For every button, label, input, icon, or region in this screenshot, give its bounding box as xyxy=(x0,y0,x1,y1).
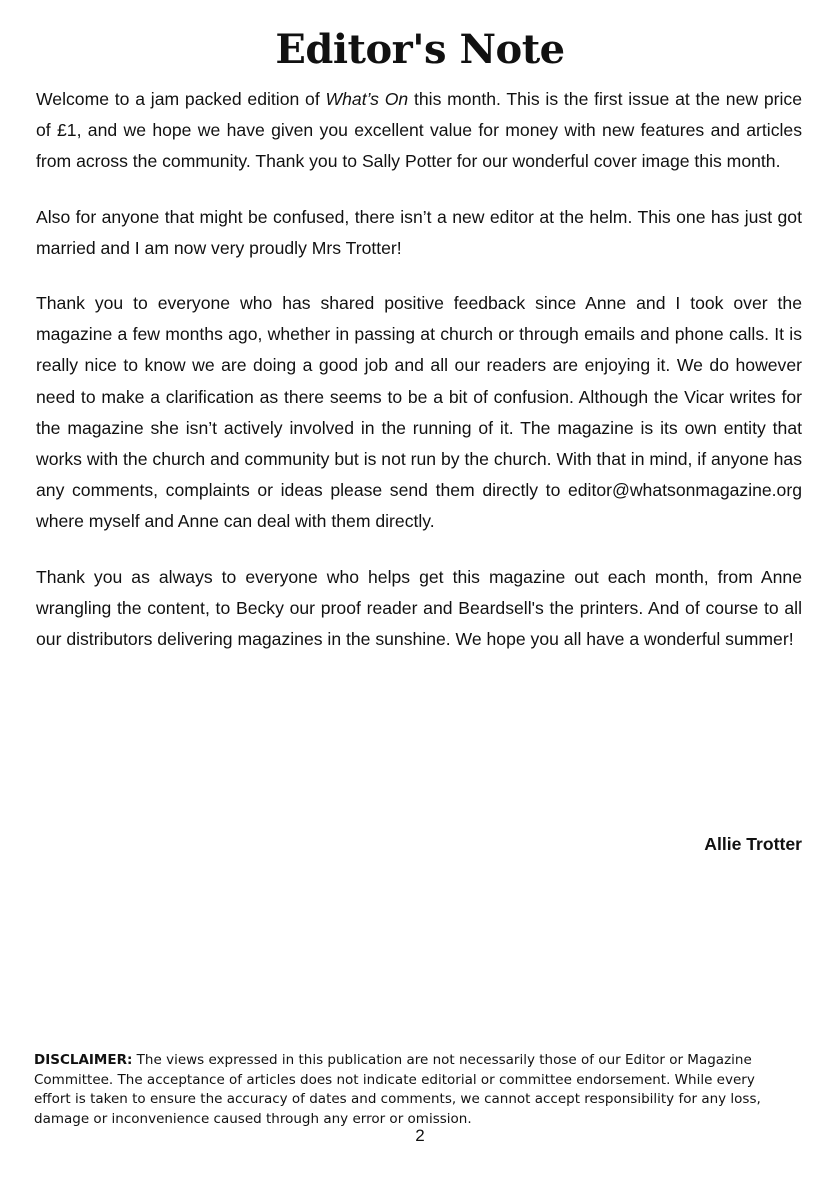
magazine-name: What’s On xyxy=(325,89,409,109)
signature: Allie Trotter xyxy=(704,834,802,854)
paragraph-welcome-text-end: this month. This is the first issue at the new price of £1, and we hope we have given you excellent value for money with new features and articles from across the community. Thank you to Sally Potter for our wonderful cover image this month. xyxy=(36,89,802,172)
editor-note-body xyxy=(36,84,802,679)
paragraph-thanks: Thank you as always to everyone who helps get this magazine out each month, from Anne wrangling the content, to Becky our proof reader and Beardsell's the printers. And of course to all our distributors delivering magazines in the sunshine. We hope you all have a wonderful summer! xyxy=(36,566,802,650)
disclaimer-text: The views expressed in this publication are not necessarily those of our Editor or Magazine Committee. The acceptance of articles does not indicate editorial or committee endorsement. While every effort is taken to ensure the accuracy of dates and comments, we cannot accept responsibility for any loss, damage or inconvenience caused through any error or omission. xyxy=(34,1052,761,1127)
paragraph-welcome-text-start: Welcome to a jam packed edition of xyxy=(36,89,326,109)
disclaimer-label: DISCLAIMER: xyxy=(34,1052,133,1068)
paragraph-feedback: Thank you to everyone who has shared positive feedback since Anne and I took over the magazine a few months ago, whether in passing at church or through emails and phone calls. It is really nice to know we are doing a good job and all our readers are enjoying it. We do however need to make a clarification as there seems to be a bit of confusion. Although the Vicar writes for the magazine she isn’t actively involved in the running of it. The magazine is its own entity that works with the church and community but is not run by the church. With that in mind, if anyone has any comments, complaints or ideas please send them directly to editor@whatsonmagazine.org where myself and Anne can deal with them directly. xyxy=(36,293,802,532)
paragraph-welcome xyxy=(36,84,802,178)
disclaimer xyxy=(34,1051,788,1129)
page-number: 2 xyxy=(415,1126,425,1145)
paragraph-new-editor: Also for anyone that might be confused, there isn’t a new editor at the helm. This one has just got married and I am now very proudly Mrs Trotter! xyxy=(36,206,802,258)
page-title: Editor's Note xyxy=(275,26,565,73)
